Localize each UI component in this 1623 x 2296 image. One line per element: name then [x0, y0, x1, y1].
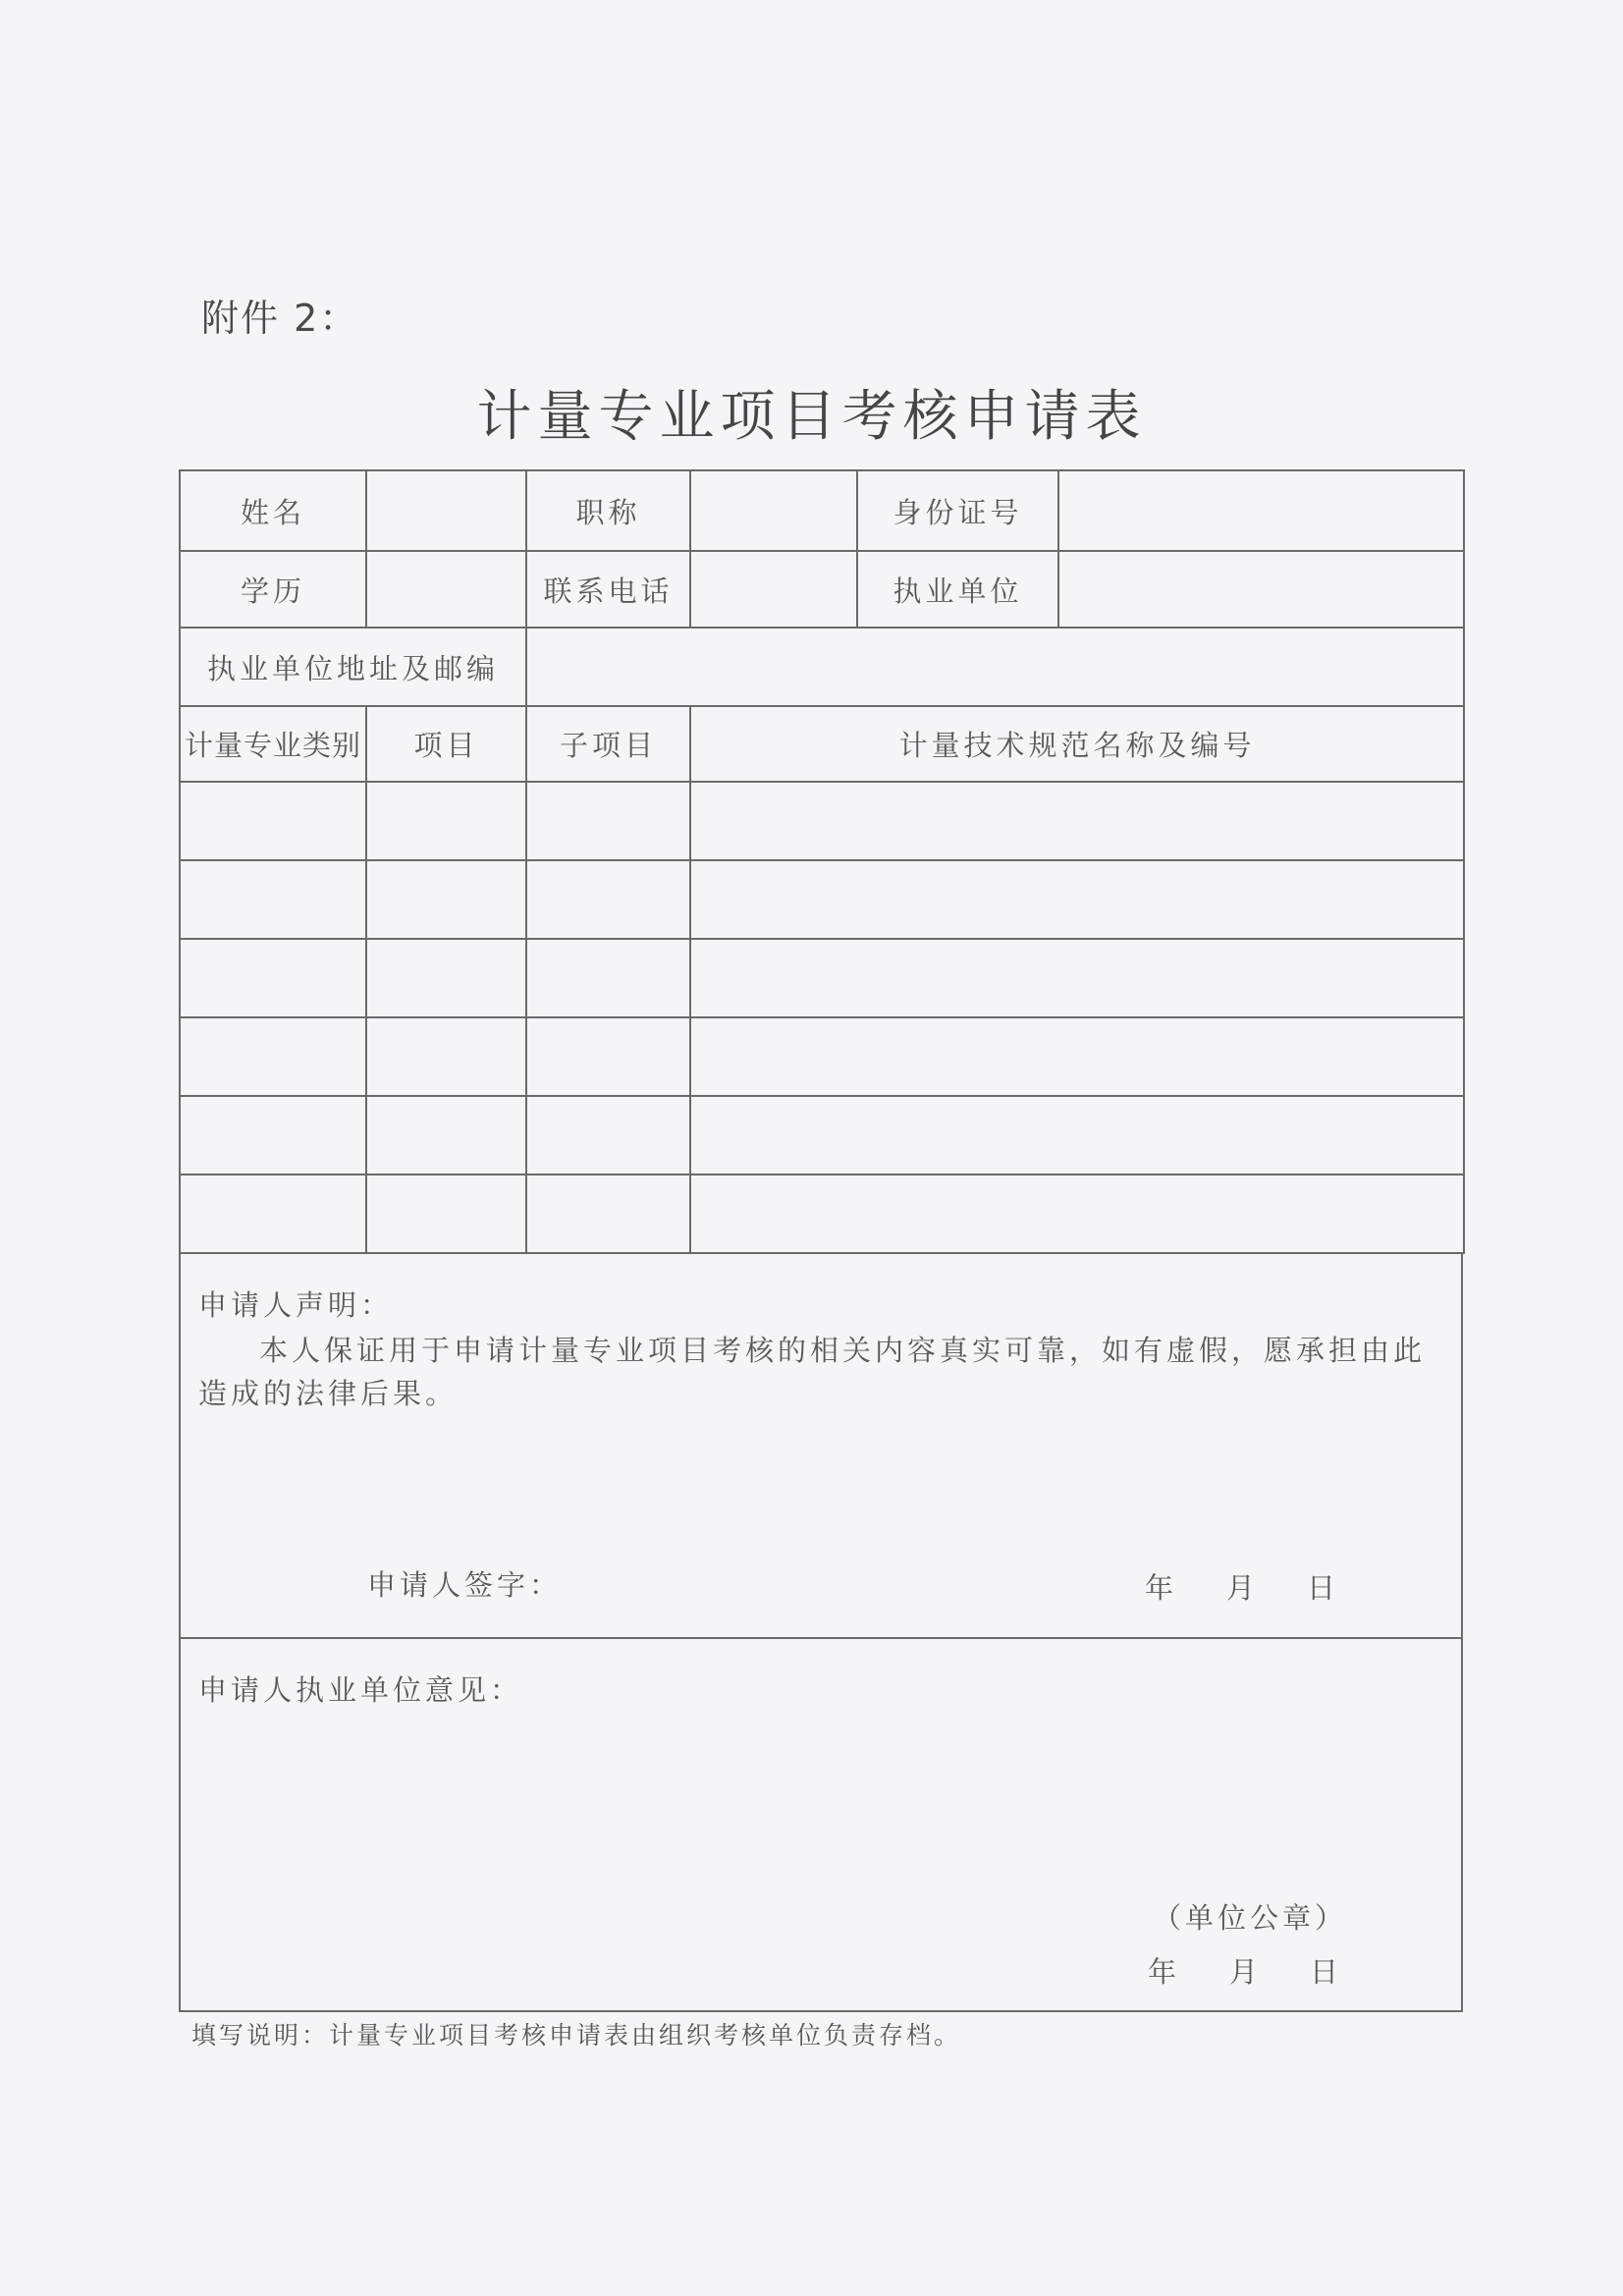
subitem-cell[interactable]: [526, 1017, 690, 1096]
declaration-month: 月: [1226, 1571, 1260, 1605]
table-row: [180, 551, 1464, 628]
category-header: 计量专业类别: [180, 706, 366, 782]
subitem-header: 子项目: [526, 706, 690, 782]
signature-label: 申请人签字：: [367, 1568, 563, 1602]
table-row: [180, 1017, 1464, 1096]
subitem-cell[interactable]: [526, 1096, 690, 1175]
employer-label: 执业单位: [857, 551, 1058, 628]
item-cell[interactable]: [366, 1096, 526, 1175]
declaration-line-1: 本人保证用于申请计量专业项目考核的相关内容真实可靠，如有虚假，愿承担由此: [259, 1334, 1427, 1367]
item-cell[interactable]: [366, 782, 526, 860]
phone-label: 联系电话: [526, 551, 690, 628]
applicant-declaration: [179, 1254, 1463, 1639]
spec-cell[interactable]: [690, 1017, 1464, 1096]
declaration-day: 日: [1307, 1571, 1340, 1605]
spec-header: 计量技术规范名称及编号: [690, 706, 1464, 782]
education-field[interactable]: [366, 551, 526, 628]
employer-field[interactable]: [1058, 551, 1464, 628]
title-rank-label: 职称: [526, 470, 690, 551]
phone-field[interactable]: [690, 551, 857, 628]
item-cell[interactable]: [366, 1017, 526, 1096]
table-row: [180, 1175, 1464, 1253]
employer-opinion: [179, 1639, 1463, 2012]
category-cell[interactable]: [180, 782, 366, 860]
category-cell[interactable]: [180, 939, 366, 1017]
name-field[interactable]: [366, 470, 526, 551]
spec-cell[interactable]: [690, 1175, 1464, 1253]
education-label: 学历: [180, 551, 366, 628]
employer-address-field[interactable]: [526, 628, 1464, 706]
table-row: [180, 939, 1464, 1017]
opinion-heading: 申请人执业单位意见：: [198, 1673, 523, 1707]
spec-cell[interactable]: [690, 782, 1464, 860]
subitem-cell[interactable]: [526, 1175, 690, 1253]
table-row: [180, 1096, 1464, 1175]
item-cell[interactable]: [366, 1175, 526, 1253]
subitem-cell[interactable]: [526, 860, 690, 939]
category-cell[interactable]: [180, 1017, 366, 1096]
title-rank-field[interactable]: [690, 470, 857, 551]
spec-cell[interactable]: [690, 860, 1464, 939]
category-cell[interactable]: [180, 860, 366, 939]
item-cell[interactable]: [366, 939, 526, 1017]
unit-seal-label: （单位公章）: [1153, 1901, 1348, 1935]
item-cell[interactable]: [366, 860, 526, 939]
declaration-heading: 申请人声明：: [198, 1288, 394, 1322]
spec-cell[interactable]: [690, 1096, 1464, 1175]
declaration-line-2: 造成的法律后果。: [198, 1377, 459, 1410]
name-label: 姓名: [180, 470, 366, 551]
info-table: [179, 469, 1465, 1254]
opinion-month: 月: [1229, 1955, 1263, 1989]
opinion-year: 年: [1148, 1955, 1181, 1989]
table-row: [180, 706, 1464, 782]
table-row: [180, 860, 1464, 939]
id-number-field[interactable]: [1058, 470, 1464, 551]
category-cell[interactable]: [180, 1096, 366, 1175]
category-cell[interactable]: [180, 1175, 366, 1253]
spec-cell[interactable]: [690, 939, 1464, 1017]
attachment-label: 附件 2：: [201, 297, 359, 340]
declaration-year: 年: [1145, 1571, 1178, 1605]
item-header: 项目: [366, 706, 526, 782]
subitem-cell[interactable]: [526, 939, 690, 1017]
fill-instructions: 填写说明：计量专业项目考核申请表由组织考核单位负责存档。: [191, 2021, 962, 2050]
opinion-day: 日: [1310, 1955, 1343, 1989]
id-number-label: 身份证号: [857, 470, 1058, 551]
form-title: 计量专业项目考核申请表: [476, 385, 1147, 449]
table-row: [180, 782, 1464, 860]
employer-address-label: 执业单位地址及邮编: [180, 628, 526, 706]
subitem-cell[interactable]: [526, 782, 690, 860]
application-form: [179, 469, 1463, 2012]
table-row: [180, 470, 1464, 551]
table-row: [180, 628, 1464, 706]
